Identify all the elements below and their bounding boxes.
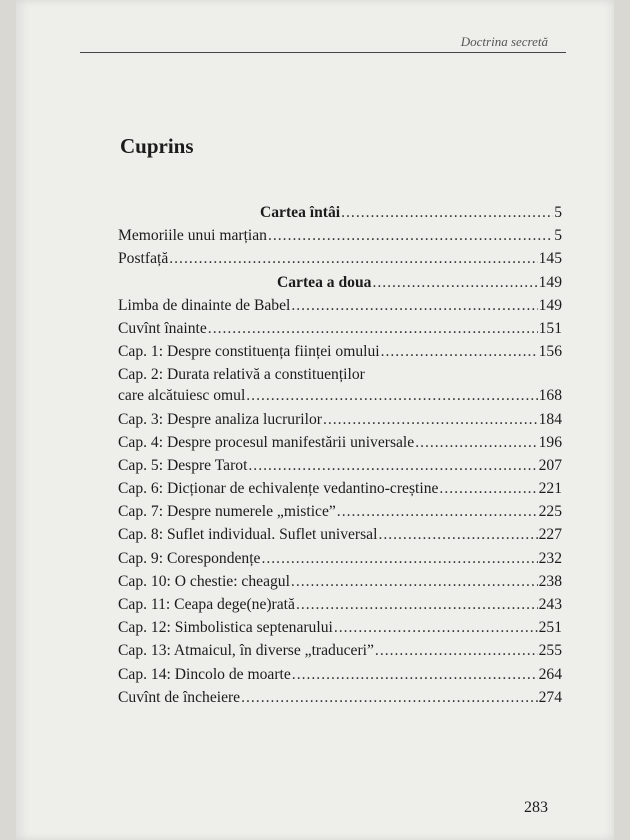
- dot-leader: [439, 480, 537, 498]
- dot-leader: [378, 526, 537, 544]
- toc-entry-page: 156: [538, 343, 562, 361]
- toc-entry: [118, 573, 562, 596]
- toc-entry-title: Cap. 12: Simbolistica septenarului: [118, 619, 333, 637]
- toc-entry-title: Cap. 8: Suflet individual. Suflet universal: [118, 526, 378, 544]
- toc-entry: [118, 434, 562, 457]
- toc-entry: [118, 596, 562, 619]
- toc-entry: [118, 526, 562, 549]
- toc-entry-title: Cap. 7: Despre numerele „mistice”: [118, 503, 336, 521]
- toc-entry-page: 149: [538, 296, 562, 314]
- toc-entry-page: 196: [538, 433, 562, 451]
- toc-entry-title: Cap. 4: Despre procesul manifestării universale: [118, 433, 415, 451]
- toc-entry-page: 221: [538, 480, 562, 498]
- toc-entry-page: 225: [538, 503, 562, 521]
- toc-entry: [118, 411, 562, 434]
- page-number: 283: [524, 799, 548, 816]
- dot-leader: [372, 274, 537, 292]
- toc-entry-title: Cap. 11: Ceapa dege(ne)rată: [118, 596, 295, 613]
- dot-leader: [246, 387, 537, 405]
- toc-entry-title: Cap. 1: Despre constituența ființei omului: [118, 343, 380, 361]
- toc-entry-page: 145: [538, 250, 562, 268]
- toc-entry: [118, 387, 562, 410]
- toc-entry: [118, 227, 562, 250]
- toc-entry: [118, 320, 562, 343]
- toc-entry-page: 264: [538, 665, 562, 683]
- toc-entry-title: Cap. 6: Dicționar de echivalențe vedantino-creștine: [118, 480, 439, 498]
- toc-entry-title: Cap. 10: O chestie: cheagul: [118, 572, 290, 590]
- dot-leader: [375, 642, 538, 660]
- dot-leader: [415, 434, 537, 452]
- contents-heading: Cuprins: [120, 134, 194, 158]
- toc-entry: [118, 343, 562, 366]
- toc-entry-title: Cuvînt înainte: [118, 319, 207, 337]
- toc-entry-page: 149: [538, 273, 562, 291]
- toc-entry: [118, 550, 562, 573]
- table-of-contents: [118, 204, 562, 712]
- dot-leader: [381, 343, 538, 361]
- toc-entry-page: 274: [538, 688, 562, 706]
- dot-leader: [248, 457, 537, 475]
- toc-entry-page: 207: [538, 456, 562, 474]
- toc-entry: [118, 250, 562, 273]
- toc-entry-title: care alcătuiesc omul: [118, 387, 246, 405]
- toc-entry-title: Cap. 14: Dincolo de moarte: [118, 665, 291, 683]
- toc-entry-title: Cartea a doua: [277, 273, 372, 291]
- toc-entry-title: Cap. 3: Despre analiza lucrurilor: [118, 410, 322, 428]
- toc-entry: [118, 480, 562, 503]
- toc-entry-page: 5: [554, 227, 562, 245]
- toc-entry-title: Memoriile unui marțian: [118, 227, 267, 245]
- dot-leader: [169, 250, 537, 268]
- dot-leader: [296, 596, 538, 614]
- toc-entry-title: Cap. 9: Corespondențe: [118, 549, 261, 567]
- toc-entry: [118, 503, 562, 526]
- toc-entry-page: 251: [538, 619, 562, 637]
- toc-entry-title: Postfață: [118, 250, 169, 268]
- toc-entry-title: Cap. 13: Atmaicul, în diverse „traduceri”: [118, 642, 374, 660]
- toc-entry: [118, 457, 562, 480]
- header-rule: [80, 52, 566, 53]
- toc-entry-title: Cap. 2: Durata relativă a constituenților: [118, 366, 365, 384]
- toc-entry-page: 255: [538, 642, 562, 660]
- book-page: [16, 0, 614, 840]
- toc-entry-page: 184: [538, 410, 562, 428]
- toc-entry-title: Cap. 5: Despre Tarot: [118, 456, 248, 474]
- dot-leader: [323, 411, 538, 429]
- dot-leader: [334, 619, 538, 637]
- dot-leader: [337, 503, 538, 521]
- dot-leader: [268, 227, 553, 245]
- dot-leader: [261, 550, 537, 568]
- toc-entry-title: Limba de dinainte de Babel: [118, 296, 291, 314]
- toc-entry: [118, 366, 562, 387]
- toc-entry: [118, 274, 562, 297]
- toc-entry: [118, 204, 562, 227]
- dot-leader: [341, 204, 553, 222]
- toc-entry-page: 238: [538, 572, 562, 590]
- toc-entry-page: 151: [538, 319, 562, 337]
- toc-entry-title: Cuvînt de încheiere: [118, 688, 241, 706]
- dot-leader: [291, 573, 538, 591]
- toc-entry: [118, 642, 562, 665]
- toc-entry: [118, 619, 562, 642]
- toc-entry-page: 5: [554, 204, 562, 221]
- dot-leader: [292, 666, 538, 684]
- toc-entry-page: 232: [538, 549, 562, 567]
- dot-leader: [241, 689, 538, 707]
- toc-entry-page: 243: [538, 596, 562, 613]
- toc-entry-title: Cartea întâi: [260, 204, 341, 221]
- dot-leader: [291, 297, 537, 315]
- running-head: Doctrina secretă: [460, 34, 548, 49]
- toc-entry: [118, 689, 562, 712]
- toc-entry-page: 168: [538, 387, 562, 405]
- toc-entry: [118, 666, 562, 689]
- dot-leader: [208, 320, 538, 338]
- toc-entry: [118, 297, 562, 320]
- toc-entry-page: 227: [538, 526, 562, 544]
